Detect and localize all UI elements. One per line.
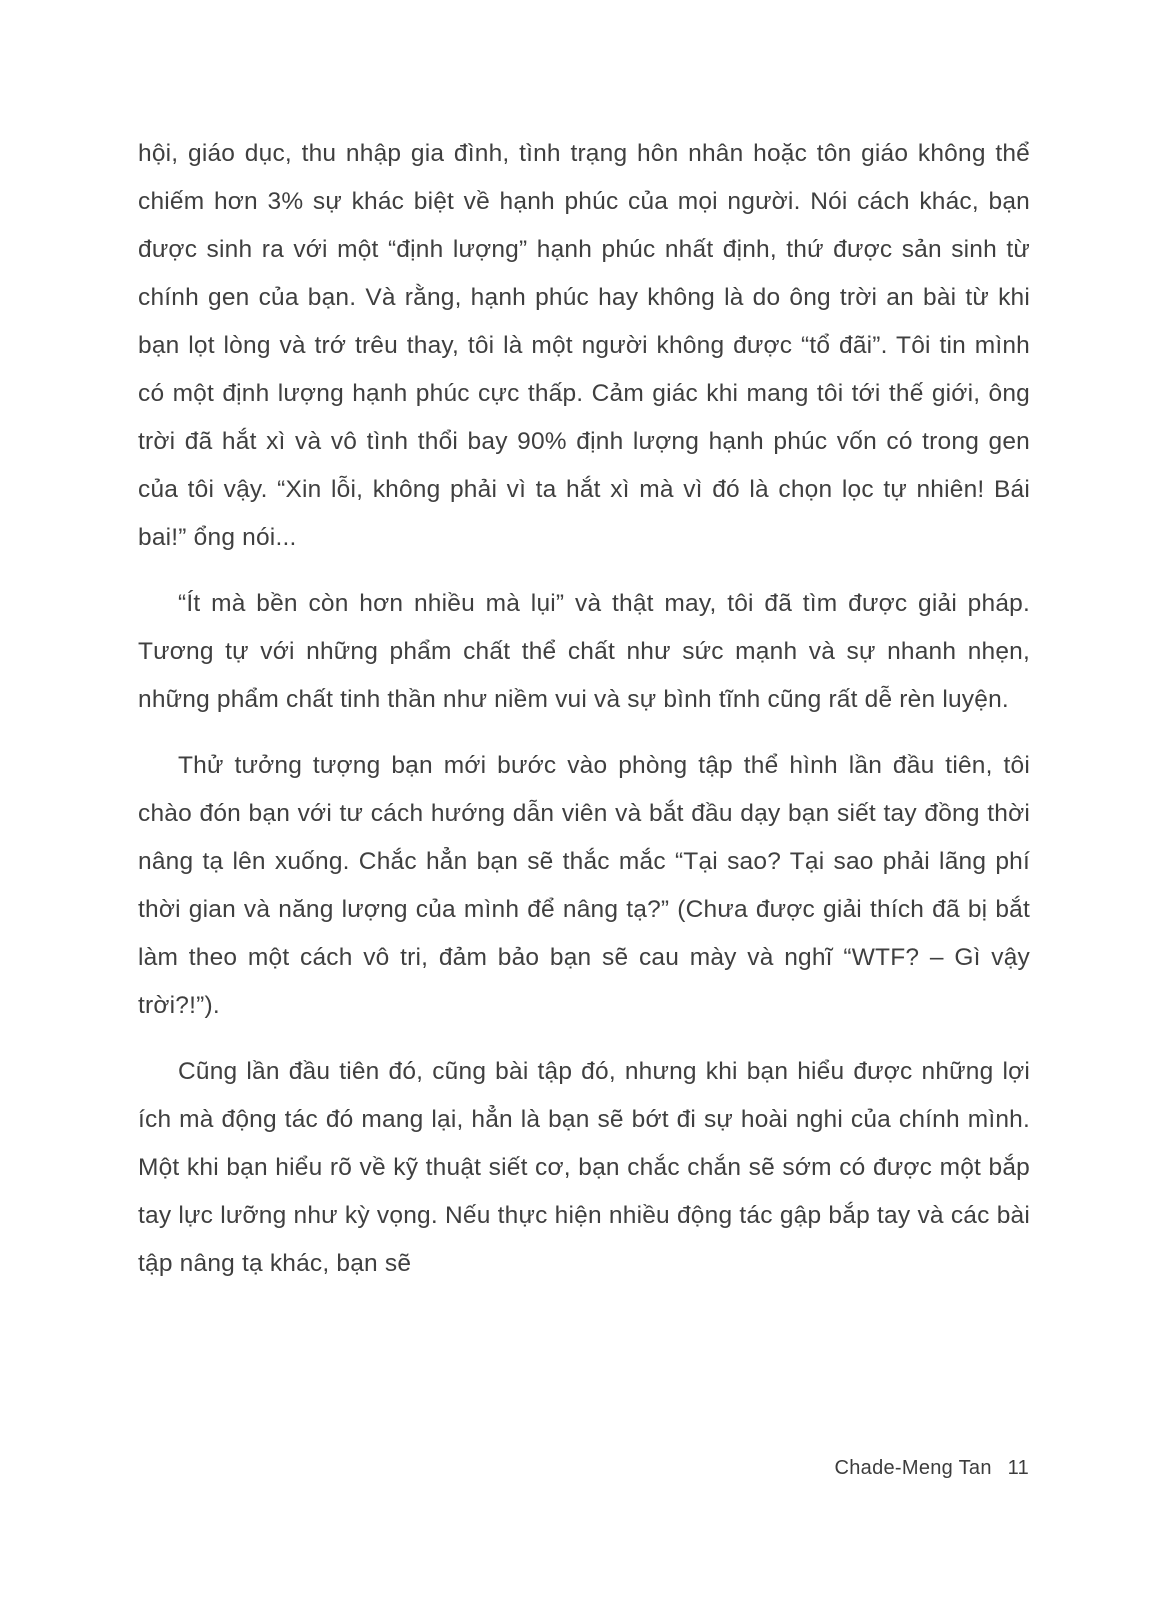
page-footer bbox=[834, 1455, 1029, 1481]
body-text bbox=[138, 130, 1030, 1306]
running-author: Chade-Meng Tan bbox=[834, 1457, 992, 1479]
paragraph: Thử tưởng tượng bạn mới bước vào phòng tập thể hình lần đầu tiên, tôi chào đón bạn với tư cách hướng dẫn viên và bắt đầu dạy bạn siết tay đồng thời nâng tạ lên xuống. Chắc hẳn bạn sẽ thắc mắc “Tại sao? Tại sao phải lãng phí thời gian và năng lượng của mình để nâng tạ?” (Chưa được giải thích đã bị bắt làm theo một cách vô tri, đảm bảo bạn sẽ cau mày và nghĩ “WTF? – Gì vậy trời?!”). bbox=[138, 752, 1030, 1019]
paragraph: Cũng lần đầu tiên đó, cũng bài tập đó, nhưng khi bạn hiểu được những lợi ích mà động tác đó mang lại, hẳn là bạn sẽ bớt đi sự hoài nghi của chính mình. Một khi bạn hiểu rõ về kỹ thuật siết cơ, bạn chắc chắn sẽ sớm có được một bắp tay lực lưỡng như kỳ vọng. Nếu thực hiện nhiều động tác gập bắp tay và các bài tập nâng tạ khác, bạn sẽ bbox=[138, 1058, 1030, 1277]
paragraph: hội, giáo dục, thu nhập gia đình, tình trạng hôn nhân hoặc tôn giáo không thể chiếm hơn 3% sự khác biệt về hạnh phúc của mọi người. Nói cách khác, bạn được sinh ra với một “định lượng” hạnh phúc nhất định, thứ được sản sinh từ chính gen của bạn. Và rằng, hạnh phúc hay không là do ông trời an bài từ khi bạn lọt lòng và trớ trêu thay, tôi là một người không được “tổ đãi”. Tôi tin mình có một định lượng hạnh phúc cực thấp. Cảm giác khi mang tôi tới thế giới, ông trời đã hắt xì và vô tình thổi bay 90% định lượng hạnh phúc vốn có trong gen của tôi vậy. “Xin lỗi, không phải vì ta hắt xì mà vì đó là chọn lọc tự nhiên! Bái bai!” ổng nói... bbox=[138, 140, 1030, 551]
paragraph: “Ít mà bền còn hơn nhiều mà lụi” và thật may, tôi đã tìm được giải pháp. Tương tự với những phẩm chất thể chất như sức mạnh và sự nhanh nhẹn, những phẩm chất tinh thần như niềm vui và sự bình tĩnh cũng rất dễ rèn luyện. bbox=[138, 590, 1030, 713]
page-number: 11 bbox=[1007, 1457, 1029, 1479]
